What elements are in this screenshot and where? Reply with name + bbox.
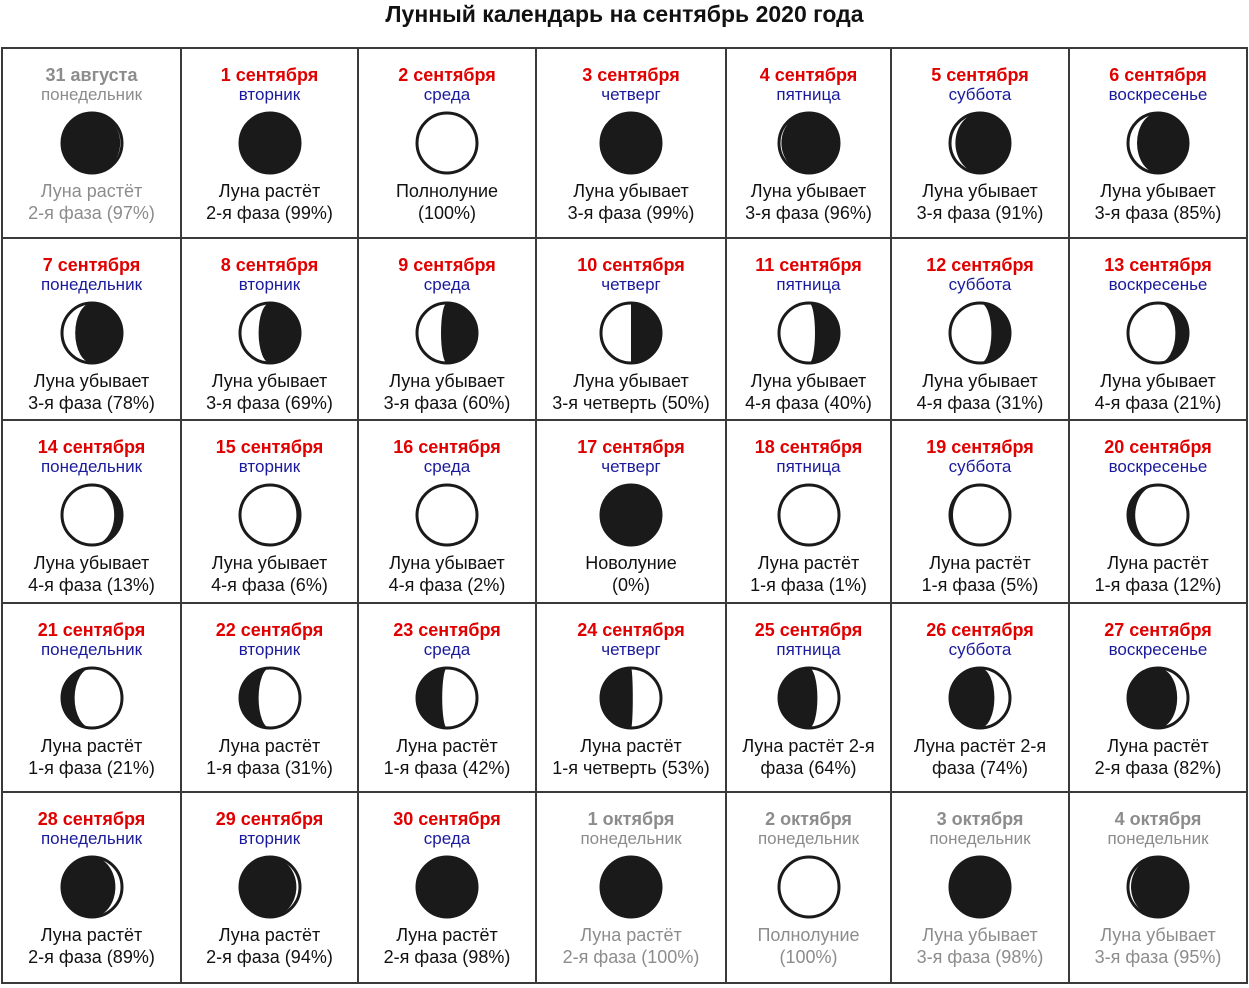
phase-detail: 3-я фаза (78%) (28, 393, 155, 413)
moon-waning-gibbous-icon (414, 300, 480, 366)
day-cell (358, 238, 536, 420)
day-date: 27 сентября (1104, 620, 1212, 640)
day-date: 2 октября (765, 809, 852, 829)
day-weekday: вторник (238, 829, 301, 848)
day-date: 2 сентября (398, 65, 496, 85)
day-cell (536, 238, 726, 420)
day-weekday: среда (423, 457, 471, 476)
day-weekday: понедельник (40, 457, 143, 476)
phase-description: Луна убывает (750, 181, 867, 201)
phase-description: Луна убывает (922, 371, 1038, 391)
day-date: 26 сентября (926, 620, 1034, 640)
day-date: 5 сентября (931, 65, 1029, 85)
moon-shadow (441, 303, 477, 363)
day-date: 31 августа (45, 65, 138, 85)
moon-waning-crescent-icon (776, 300, 842, 366)
day-cell-content (537, 793, 725, 968)
phase-detail: фаза (74%) (932, 758, 1028, 778)
phase-detail: 1-я фаза (1%) (750, 575, 867, 595)
day-cell-content (892, 793, 1068, 968)
day-date: 15 сентября (215, 437, 324, 457)
day-cell (2, 792, 181, 983)
day-weekday: суббота (948, 457, 1012, 476)
day-cell (1069, 792, 1247, 983)
day-cell (2, 603, 181, 792)
calendar-week-row (2, 792, 1247, 983)
day-cell (181, 603, 358, 792)
moon-shadow (601, 668, 633, 728)
day-weekday: вторник (238, 85, 301, 104)
day-cell (891, 238, 1069, 420)
moon-calendar-table (1, 47, 1248, 984)
moon-waxing-crescent-icon (237, 665, 303, 731)
phase-detail: 1-я фаза (21%) (28, 758, 155, 778)
moon-waxing-gibbous-icon (414, 854, 480, 920)
day-cell-content (727, 421, 890, 596)
moon-full-icon (414, 110, 480, 176)
day-weekday: воскресенье (1108, 85, 1208, 104)
day-weekday: понедельник (580, 829, 682, 848)
phase-detail: 1-я четверть (53%) (552, 758, 710, 778)
day-cell (2, 48, 181, 238)
moon-waning-crescent-icon (59, 482, 125, 548)
day-cell (358, 48, 536, 238)
day-weekday: понедельник (929, 829, 1031, 848)
day-weekday: воскресенье (1108, 275, 1208, 294)
day-weekday: понедельник (1107, 829, 1209, 848)
day-weekday: пятница (776, 275, 841, 294)
day-date: 20 сентября (1104, 437, 1212, 457)
moon-waning-crescent-icon (1125, 300, 1191, 366)
phase-detail: 3-я фаза (96%) (745, 203, 872, 223)
moon-shadow (258, 303, 299, 363)
day-cell-content (537, 239, 725, 414)
day-cell (358, 792, 536, 983)
phase-detail: (0%) (611, 575, 650, 595)
day-cell (358, 603, 536, 792)
phase-description: Луна растёт 2-я (913, 736, 1047, 756)
moon-shadow (631, 303, 661, 363)
phase-description: Луна убывает (922, 181, 1038, 201)
day-weekday: вторник (238, 640, 301, 659)
day-date: 23 сентября (393, 620, 501, 640)
day-cell-content (3, 239, 180, 414)
phase-detail: 3-я четверть (50%) (552, 393, 710, 413)
phase-description: Луна убывает (211, 553, 328, 573)
day-date: 1 октября (587, 809, 675, 829)
day-cell (891, 48, 1069, 238)
phase-detail: 2-я фаза (100%) (562, 947, 700, 967)
day-weekday: понедельник (40, 275, 143, 294)
day-cell-content (537, 421, 725, 596)
day-date: 25 сентября (754, 620, 863, 640)
day-cell-content (727, 604, 890, 779)
day-weekday: среда (423, 829, 471, 848)
phase-description: Луна растёт (40, 925, 143, 945)
day-date: 18 сентября (754, 437, 863, 457)
phase-detail: 4-я фаза (13%) (28, 575, 155, 595)
phase-description: Луна растёт (218, 181, 321, 201)
phase-detail: 3-я фаза (99%) (567, 203, 695, 223)
day-cell (2, 238, 181, 420)
day-cell (891, 420, 1069, 603)
day-cell-content (537, 604, 725, 779)
day-weekday: понедельник (40, 829, 143, 848)
phase-description: Луна растёт (580, 736, 682, 756)
phase-detail: (100%) (417, 203, 477, 223)
phase-description: Луна убывает (922, 925, 1038, 945)
day-weekday: понедельник (40, 640, 143, 659)
day-cell-content (537, 49, 725, 224)
moon-shadow (779, 668, 817, 728)
day-cell (181, 792, 358, 983)
day-cell (891, 603, 1069, 792)
day-date: 14 сентября (37, 437, 146, 457)
day-weekday: понедельник (757, 829, 860, 848)
day-cell-content (359, 49, 535, 224)
phase-description: Луна убывает (33, 371, 150, 391)
day-date: 1 сентября (220, 65, 319, 85)
day-cell-content (359, 421, 535, 596)
day-cell-content (1070, 604, 1246, 779)
day-cell (726, 420, 891, 603)
day-cell (726, 792, 891, 983)
day-date: 22 сентября (215, 620, 324, 640)
phase-description: Луна растёт (580, 925, 682, 945)
moon-waning-gibbous-icon (947, 110, 1013, 176)
moon-waning-gibbous-icon (598, 110, 664, 176)
day-date: 8 сентября (220, 255, 319, 275)
phase-description: Луна убывает (573, 371, 689, 391)
day-cell-content (1070, 49, 1246, 224)
day-date: 29 сентября (215, 809, 324, 829)
phase-description: Луна растёт (757, 553, 860, 573)
phase-detail: 3-я фаза (91%) (916, 203, 1044, 223)
day-date: 12 сентября (926, 255, 1034, 275)
moon-waxing-gibbous-icon (598, 854, 664, 920)
phase-detail: 2-я фаза (89%) (28, 947, 155, 967)
day-cell (358, 420, 536, 603)
day-date: 6 сентября (1109, 65, 1207, 85)
moon-waning-crescent-icon (237, 482, 303, 548)
day-weekday: вторник (238, 457, 301, 476)
phase-detail: 1-я фаза (31%) (206, 758, 333, 778)
phase-detail: 4-я фаза (31%) (916, 393, 1044, 413)
moon-last-quarter-icon (598, 300, 664, 366)
phase-description: Луна убывает (750, 371, 867, 391)
day-cell-content (182, 604, 357, 779)
phase-detail: 4-я фаза (6%) (211, 575, 328, 595)
phase-description: Полнолуние (757, 925, 860, 945)
phase-detail: (100%) (779, 947, 838, 967)
moon-waxing-gibbous-icon (947, 665, 1013, 731)
phase-detail: 3-я фаза (69%) (206, 393, 333, 413)
day-cell-content (3, 49, 180, 224)
moon-waxing-gibbous-icon (237, 854, 303, 920)
phase-detail: 4-я фаза (21%) (1094, 393, 1222, 413)
phase-detail: 1-я фаза (5%) (921, 575, 1039, 595)
phase-detail: 3-я фаза (95%) (1094, 947, 1222, 967)
phase-description: Луна убывает (389, 553, 505, 573)
day-weekday: вторник (238, 275, 301, 294)
day-date: 10 сентября (577, 255, 685, 275)
day-cell (181, 238, 358, 420)
phase-detail: 4-я фаза (2%) (388, 575, 506, 595)
phase-description: Луна растёт 2-я (742, 736, 875, 756)
day-cell-content (727, 239, 890, 414)
day-weekday: пятница (776, 457, 841, 476)
day-date: 9 сентября (398, 255, 496, 275)
day-weekday: понедельник (40, 85, 143, 104)
day-date: 28 сентября (37, 809, 146, 829)
moon-waxing-crescent-icon (776, 482, 842, 548)
day-cell (1069, 48, 1247, 238)
phase-detail: 4-я фаза (40%) (745, 393, 872, 413)
phase-description: Луна растёт (1107, 736, 1209, 756)
day-date: 13 сентября (1104, 255, 1212, 275)
moon-waning-crescent-icon (414, 482, 480, 548)
day-weekday: среда (423, 275, 471, 294)
phase-detail: 3-я фаза (60%) (383, 393, 511, 413)
day-date: 30 сентября (393, 809, 501, 829)
calendar-week-row (2, 603, 1247, 792)
phase-description: Полнолуние (395, 181, 499, 201)
day-date: 11 сентября (755, 255, 862, 275)
calendar-week-row (2, 238, 1247, 420)
phase-detail: 1-я фаза (12%) (1094, 575, 1222, 595)
day-cell (181, 420, 358, 603)
day-cell-content (1070, 421, 1246, 596)
day-date: 4 октября (1114, 809, 1202, 829)
day-weekday: четверг (601, 640, 661, 659)
page-title: Лунный календарь на сентябрь 2020 года (385, 1, 864, 27)
day-weekday: воскресенье (1108, 457, 1208, 476)
day-cell-content (182, 793, 357, 968)
moon-waning-gibbous-icon (776, 110, 842, 176)
phase-description: Луна растёт (40, 181, 143, 201)
phase-detail: 1-я фаза (42%) (383, 758, 511, 778)
phase-detail: 2-я фаза (82%) (1094, 758, 1222, 778)
phase-description: Новолуние (585, 553, 677, 573)
day-cell (1069, 238, 1247, 420)
day-date: 4 сентября (759, 65, 858, 85)
phase-description: Луна убывает (33, 553, 150, 573)
day-cell (891, 792, 1069, 983)
day-cell (181, 48, 358, 238)
phase-detail: 3-я фаза (98%) (916, 947, 1044, 967)
day-date: 17 сентября (577, 437, 685, 457)
day-weekday: суббота (948, 640, 1012, 659)
moon-waning-gibbous-icon (237, 300, 303, 366)
day-cell-content (359, 793, 535, 968)
day-date: 7 сентября (42, 255, 141, 275)
day-cell-content (727, 793, 890, 968)
day-cell-content (3, 793, 180, 968)
day-cell-content (892, 604, 1068, 779)
moon-waxing-gibbous-icon (59, 110, 125, 176)
day-cell-content (1070, 793, 1246, 968)
phase-description: Луна растёт (396, 736, 498, 756)
day-cell-content (892, 239, 1068, 414)
day-cell (536, 48, 726, 238)
day-cell-content (1070, 239, 1246, 414)
moon-full-icon (776, 854, 842, 920)
phase-description: Луна растёт (218, 925, 321, 945)
day-date: 3 сентября (582, 65, 680, 85)
day-date: 19 сентября (926, 437, 1034, 457)
day-cell (726, 48, 891, 238)
day-weekday: четверг (601, 457, 661, 476)
calendar-week-row (2, 48, 1247, 238)
phase-description: Луна растёт (929, 553, 1031, 573)
moon-first-quarter-icon (598, 665, 664, 731)
moon-waxing-gibbous-icon (1125, 665, 1191, 731)
day-weekday: суббота (948, 275, 1012, 294)
moon-waxing-gibbous-icon (776, 665, 842, 731)
day-weekday: среда (423, 640, 471, 659)
moon-waxing-crescent-icon (947, 482, 1013, 548)
day-cell-content (359, 604, 535, 779)
day-cell (726, 238, 891, 420)
day-cell-content (182, 239, 357, 414)
phase-description: Луна убывает (1100, 371, 1216, 391)
phase-description: Луна растёт (396, 925, 498, 945)
day-weekday: воскресенье (1108, 640, 1208, 659)
moon-waxing-crescent-icon (414, 665, 480, 731)
day-weekday: суббота (948, 85, 1012, 104)
phase-description: Луна убывает (211, 371, 328, 391)
day-cell-content (892, 421, 1068, 596)
calendar-week-row (2, 420, 1247, 603)
phase-detail: 3-я фаза (85%) (1094, 203, 1222, 223)
day-cell-content (182, 421, 357, 596)
day-cell (726, 603, 891, 792)
phase-detail: 2-я фаза (98%) (383, 947, 511, 967)
phase-description: Луна убывает (1100, 181, 1216, 201)
moon-waning-gibbous-icon (59, 300, 125, 366)
moon-waning-crescent-icon (947, 300, 1013, 366)
moon-waning-gibbous-icon (1125, 854, 1191, 920)
phase-detail: 2-я фаза (99%) (206, 203, 333, 223)
day-cell-content (3, 421, 180, 596)
moon-waxing-crescent-icon (1125, 482, 1191, 548)
moon-waxing-gibbous-icon (59, 854, 125, 920)
moon-waning-gibbous-icon (947, 854, 1013, 920)
phase-detail: фаза (64%) (760, 758, 857, 778)
day-cell (536, 792, 726, 983)
day-weekday: четверг (601, 85, 661, 104)
day-date: 21 сентября (37, 620, 146, 640)
phase-description: Луна растёт (1107, 553, 1209, 573)
day-weekday: четверг (601, 275, 661, 294)
day-date: 16 сентября (393, 437, 501, 457)
phase-description: Луна убывает (389, 371, 505, 391)
day-cell (536, 420, 726, 603)
day-date: 3 октября (936, 809, 1024, 829)
day-cell-content (892, 49, 1068, 224)
phase-description: Луна растёт (218, 736, 321, 756)
day-cell-content (182, 49, 357, 224)
day-cell (536, 603, 726, 792)
day-weekday: среда (423, 85, 471, 104)
day-cell-content (3, 604, 180, 779)
phase-description: Луна растёт (40, 736, 143, 756)
day-weekday: пятница (776, 85, 841, 104)
phase-detail: 2-я фаза (94%) (206, 947, 333, 967)
phase-detail: 2-я фаза (97%) (28, 203, 155, 223)
moon-waxing-gibbous-icon (237, 110, 303, 176)
day-date: 24 сентября (577, 620, 685, 640)
moon-waning-gibbous-icon (1125, 110, 1191, 176)
phase-description: Луна убывает (1100, 925, 1216, 945)
day-cell (1069, 603, 1247, 792)
day-cell (1069, 420, 1247, 603)
day-cell (2, 420, 181, 603)
moon-waxing-crescent-icon (59, 665, 125, 731)
phase-description: Луна убывает (573, 181, 689, 201)
day-weekday: пятница (776, 640, 841, 659)
day-cell-content (727, 49, 890, 224)
moon-new-icon (598, 482, 664, 548)
day-cell-content (359, 239, 535, 414)
